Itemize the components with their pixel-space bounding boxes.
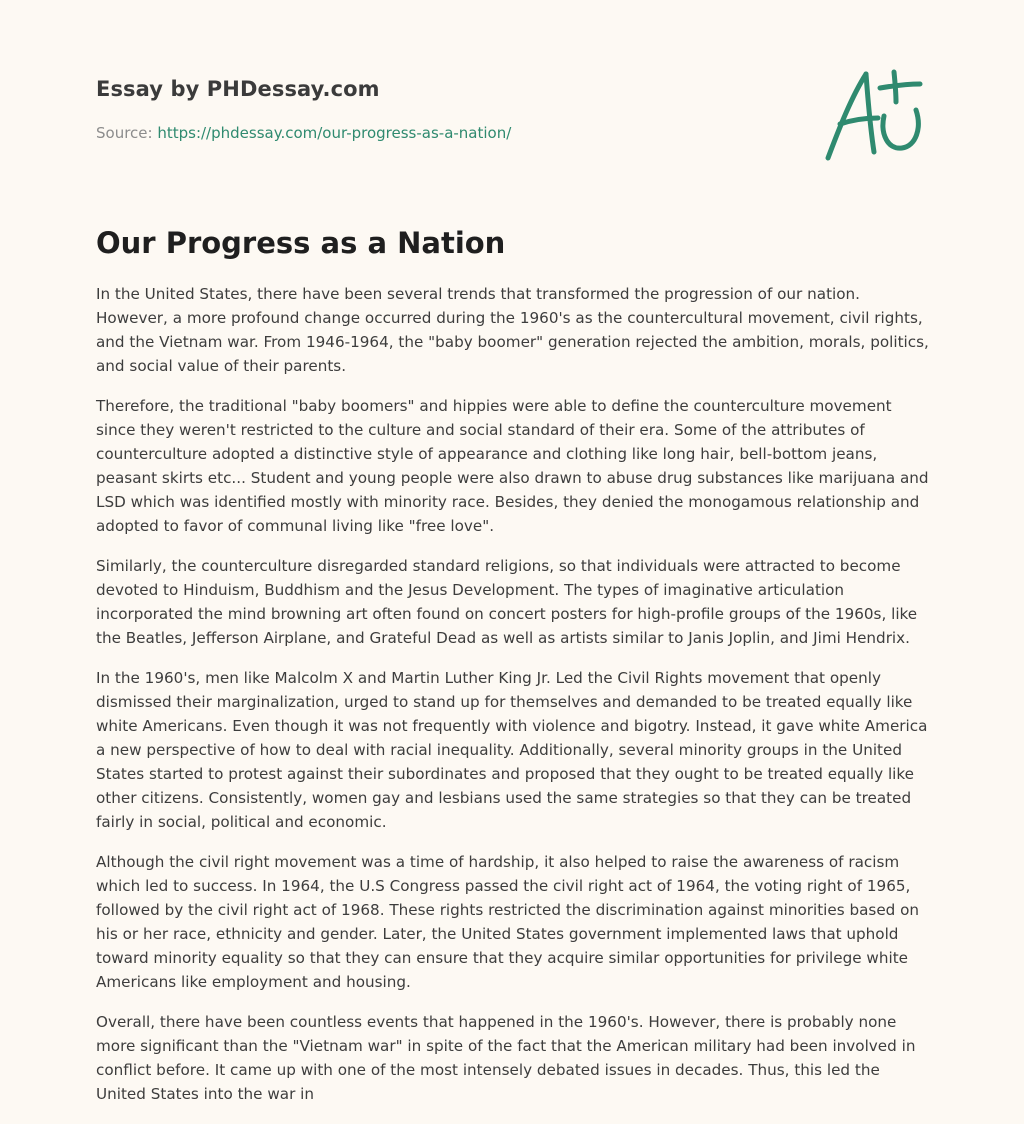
source-label: Source: — [96, 124, 158, 142]
brand-heading: Essay by PHDessay.com — [96, 77, 380, 101]
essay-title: Our Progress as a Nation — [96, 226, 506, 260]
essay-body — [96, 282, 930, 1122]
source-link[interactable]: https://phdessay.com/our-progress-as-a-nation/ — [157, 124, 512, 142]
essay-paragraph: Therefore, the traditional "baby boomers" and hippies were able to define the counterculture movement since they weren't restricted to the culture and social standard of their era. Some of the attributes of counterculture adopted a distinctive style of appearance and clothing like long hair, bell-bottom jeans, peasant skirts etc... Student and young people were also drawn to abuse drug substances like marijuana and LSD which was identified mostly with minority race. Besides, they denied the monogamous relationship and adopted to favor of communal living like "free love". — [96, 397, 929, 535]
source-line — [96, 124, 511, 142]
essay-paragraph: Similarly, the counterculture disregarded standard religions, so that individuals were attracted to become devoted to Hinduism, Buddhism and the Jesus Development. The types of imaginative articulation incorporated the mind browning art often found on concert posters for high-profile groups of the 1960s, like the Beatles, Jefferson Airplane, and Grateful Dead as well as artists similar to Janis Joplin, and Jimi Hendrix. — [96, 557, 918, 647]
essay-paragraph: In the 1960's, men like Malcolm X and Martin Luther King Jr. Led the Civil Rights movement that openly dismissed their marginalization, urged to stand up for themselves and demanded to be treated equally like white Americans. Even though it was not frequently with violence and bigotry. Instead, it gave white America a new perspective of how to deal with racial inequality. Additionally, several minority groups in the United States started to protest against their subordinates and proposed that they ought to be treated equally like other citizens. Consistently, women gay and lesbians used the same strategies so that they can be treated fairly in social, political and economic. — [96, 669, 928, 831]
a-plus-logo-icon — [818, 66, 930, 166]
essay-paragraph: Although the civil right movement was a time of hardship, it also helped to raise the awareness of racism which led to success. In 1964, the U.S Congress passed the civil right act of 1964, the voting right of 1965, followed by the civil right act of 1968. These rights restricted the discrimination against minorities based on his or her race, ethnicity and gender. Later, the United States government implemented laws that uphold toward minority equality so that they can ensure that they acquire similar opportunities for privilege white Americans like employment and housing. — [96, 853, 920, 991]
essay-paragraph: Overall, there have been countless events that happened in the 1960's. However, there is probably none more significant than the "Vietnam war" in spite of the fact that the American military had been involved in conflict before. It came up with one of the most intensely debated issues in decades. Thus, this led the United States into the war in — [96, 1013, 916, 1103]
essay-paragraph: In the United States, there have been several trends that transformed the progression of our nation. However, a more profound change occurred during the 1960's as the countercultural movement, civil rights, and the Vietnam war. From 1946-1964, the "baby boomer" generation rejected the ambition, morals, politics, and social value of their parents. — [96, 285, 929, 375]
